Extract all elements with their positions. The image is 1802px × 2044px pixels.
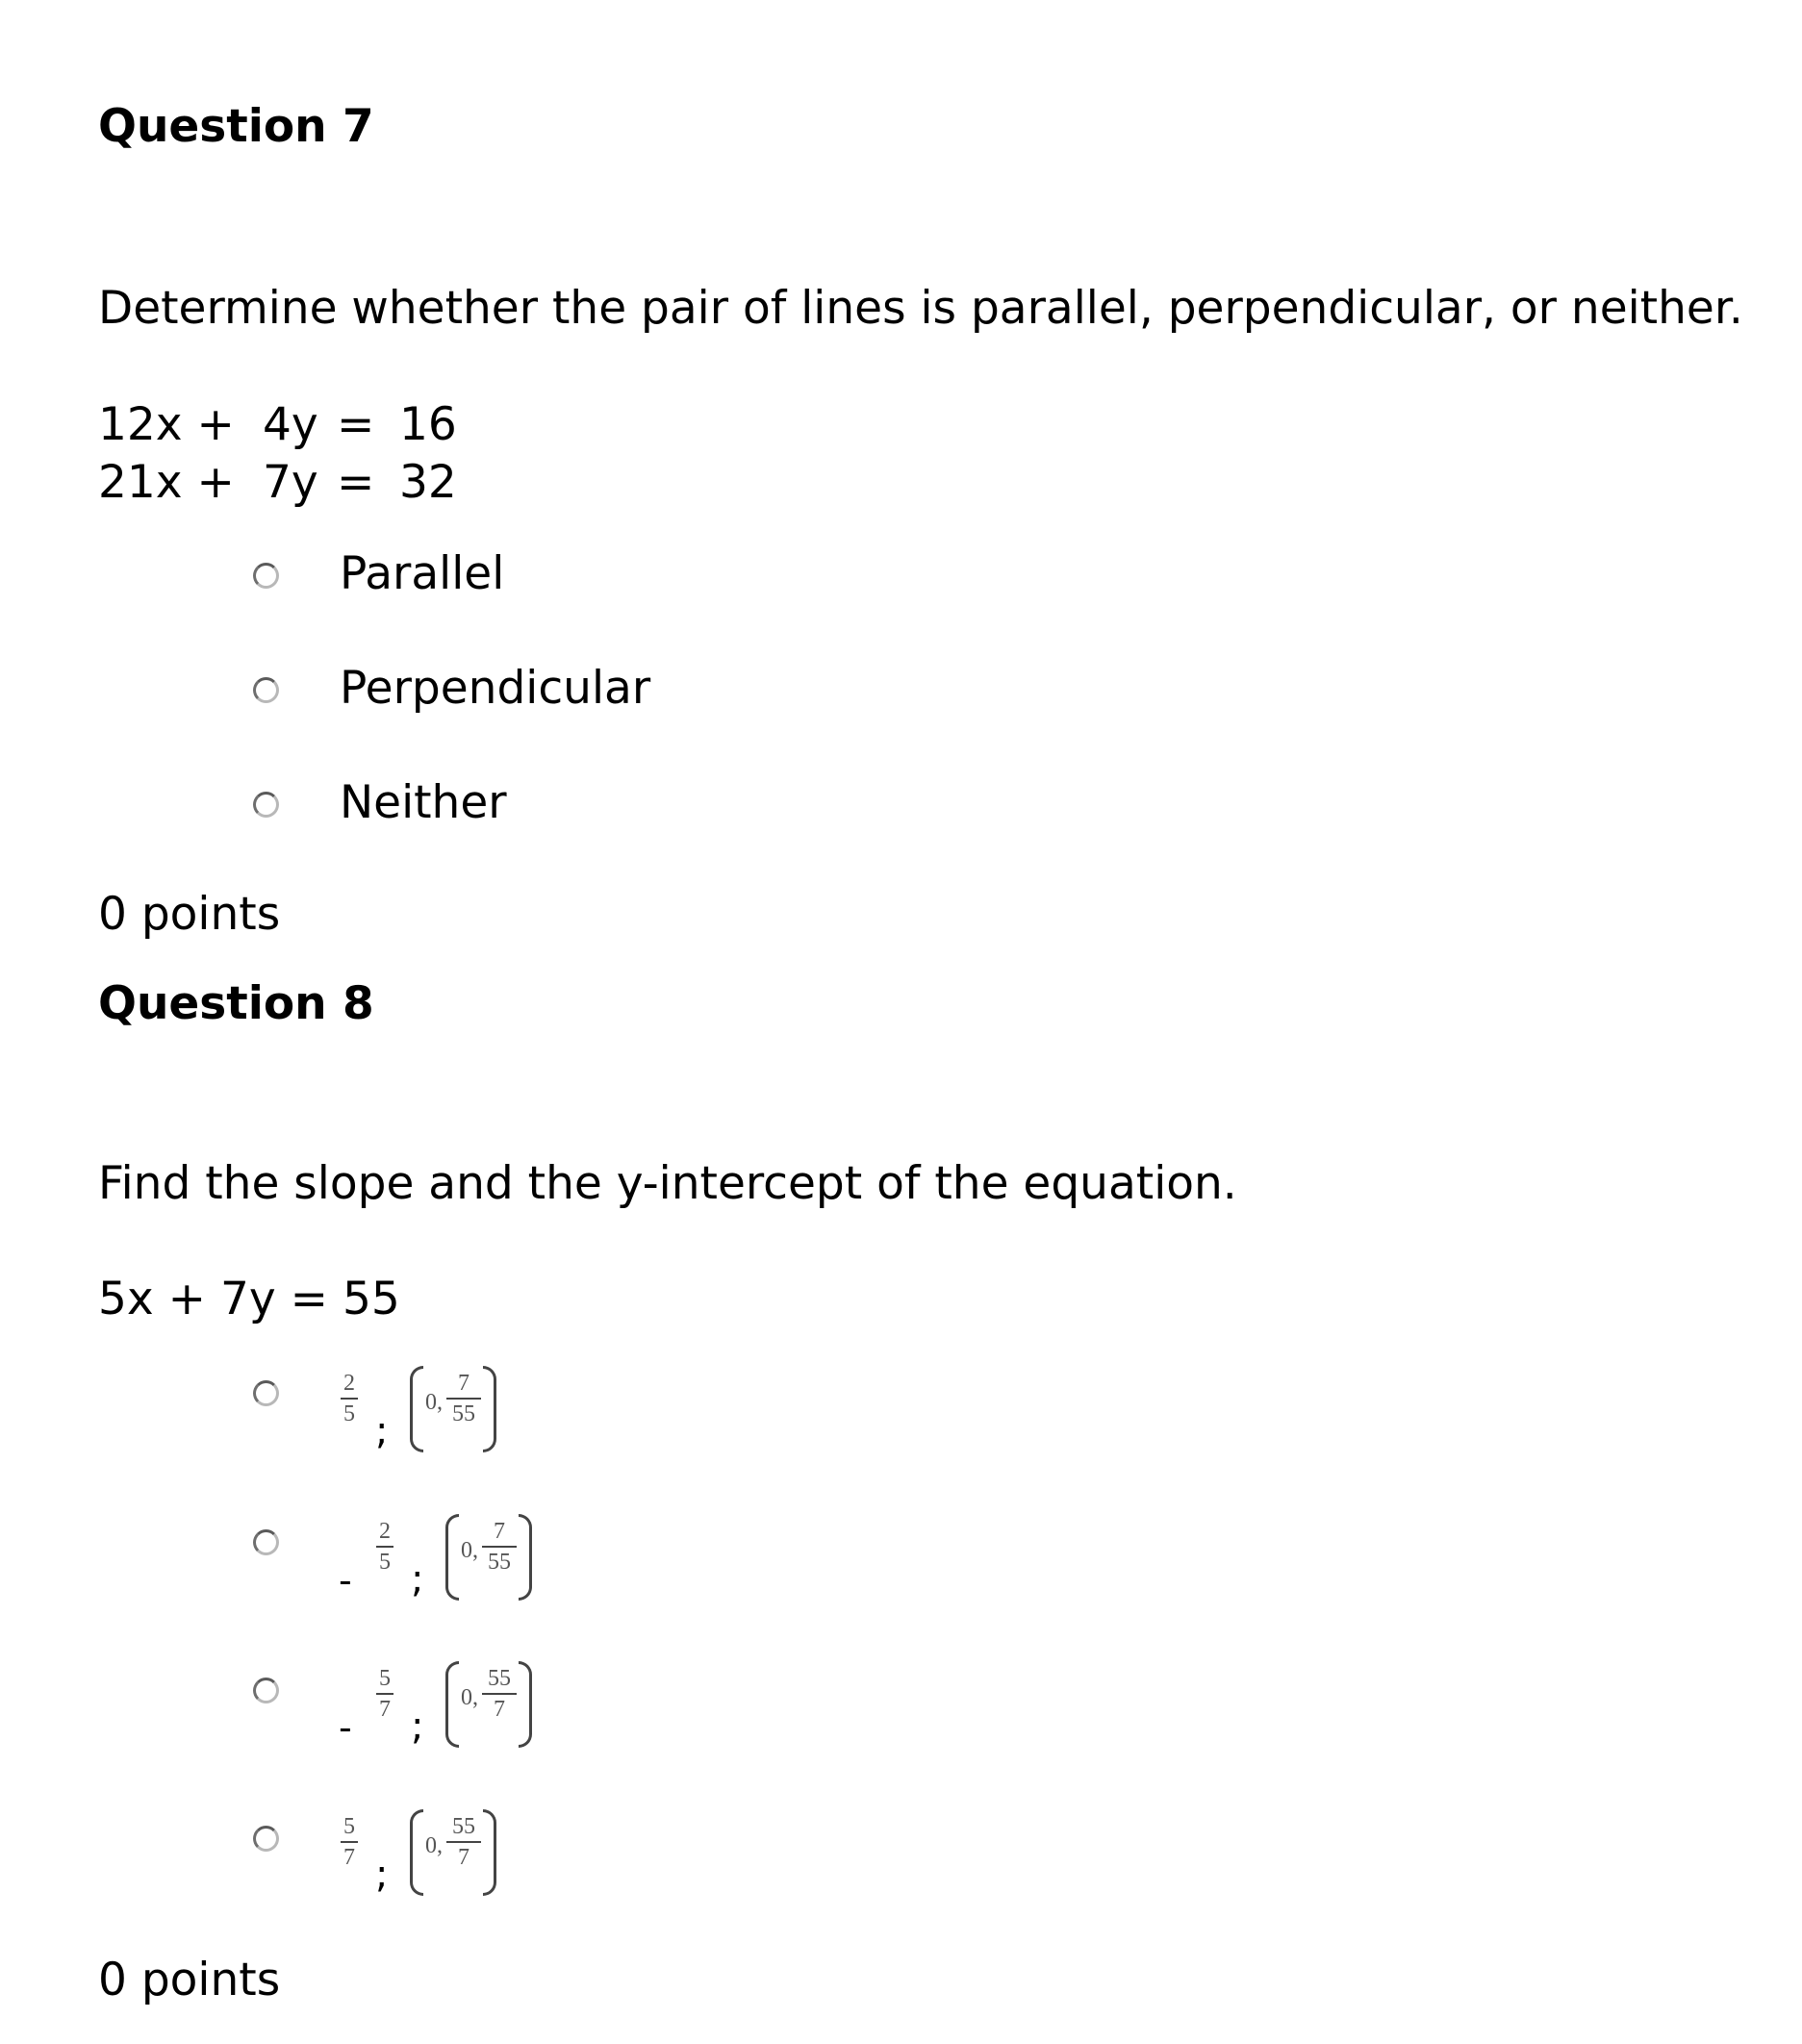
radio-option-d[interactable]: [253, 1826, 279, 1852]
option-label-perpendicular[interactable]: Perpendicular: [340, 662, 651, 715]
equation-constant: 32: [399, 456, 457, 509]
equation-term-y: 4y: [263, 398, 318, 451]
slope-denominator: 7: [379, 1697, 391, 1722]
intercept-denominator: 55: [452, 1401, 475, 1426]
slope-fraction: [374, 1667, 395, 1721]
left-paren: [410, 1809, 423, 1896]
equation-equals: =: [337, 456, 375, 509]
intercept-numerator: 55: [488, 1666, 511, 1691]
left-paren: [445, 1661, 459, 1748]
intercept-x: 0,: [425, 1390, 443, 1415]
question-7-heading: Question 7: [98, 100, 374, 153]
fraction-bar: [482, 1693, 517, 1695]
fraction-bar: [341, 1841, 358, 1843]
right-paren: [519, 1514, 532, 1601]
radio-option-a[interactable]: [253, 1380, 279, 1406]
slope-numerator: 5: [343, 1814, 355, 1839]
fraction-bar: [446, 1841, 481, 1843]
radio-perpendicular[interactable]: [253, 677, 279, 703]
slope-denominator: 5: [343, 1401, 355, 1426]
slope-fraction: [339, 1815, 360, 1869]
fraction-bar: [341, 1398, 358, 1400]
equation-term-x: 12x +: [98, 398, 235, 451]
left-paren: [410, 1366, 423, 1452]
equation-constant: 16: [399, 398, 457, 451]
separator: ;: [411, 1557, 424, 1602]
question-8-prompt: Find the slope and the y-intercept of the equation.: [98, 1157, 1237, 1210]
intercept-numerator: 55: [452, 1814, 475, 1839]
slope-fraction: [374, 1520, 395, 1574]
right-paren: [519, 1661, 532, 1748]
slope-denominator: 5: [379, 1550, 391, 1575]
slope-denominator: 7: [343, 1845, 355, 1870]
question-8-points: 0 points: [98, 1954, 281, 2006]
equation-term-x: 21x +: [98, 456, 235, 509]
intercept-fraction: [482, 1667, 517, 1721]
left-paren: [445, 1514, 459, 1601]
intercept-denominator: 55: [488, 1550, 511, 1575]
equation-term-y: 7y: [263, 456, 318, 509]
minus-sign: -: [339, 1559, 352, 1602]
separator: ;: [375, 1409, 389, 1453]
separator: ;: [375, 1853, 389, 1897]
right-paren: [483, 1809, 496, 1896]
intercept-denominator: 7: [494, 1697, 505, 1722]
fraction-bar: [446, 1398, 481, 1400]
radio-parallel[interactable]: [253, 563, 279, 589]
minus-sign: -: [339, 1706, 352, 1749]
question-7-points: 0 points: [98, 888, 281, 941]
intercept-fraction: [446, 1815, 481, 1869]
intercept-denominator: 7: [458, 1845, 470, 1870]
right-paren: [483, 1366, 496, 1452]
slope-numerator: 2: [379, 1519, 391, 1544]
intercept-fraction: [446, 1372, 481, 1426]
intercept-numerator: 7: [494, 1519, 505, 1544]
intercept-fraction: [482, 1520, 517, 1574]
equation-equals: =: [337, 398, 375, 451]
slope-numerator: 2: [343, 1371, 355, 1396]
fraction-bar: [376, 1546, 393, 1548]
fraction-bar: [482, 1546, 517, 1548]
question-8-heading: Question 8: [98, 977, 374, 1030]
fraction-bar: [376, 1693, 393, 1695]
option-label-parallel[interactable]: Parallel: [340, 547, 505, 600]
radio-option-b[interactable]: [253, 1529, 279, 1555]
option-label-neither[interactable]: Neither: [340, 776, 507, 829]
radio-neither[interactable]: [253, 792, 279, 818]
question-7-prompt: Determine whether the pair of lines is parallel, perpendicular, or neither.: [98, 282, 1743, 335]
radio-option-c[interactable]: [253, 1678, 279, 1703]
intercept-x: 0,: [461, 1538, 478, 1563]
question-8-equation: 5x + 7y = 55: [98, 1273, 400, 1325]
intercept-x: 0,: [425, 1833, 443, 1858]
slope-fraction: [339, 1372, 360, 1426]
separator: ;: [411, 1704, 424, 1749]
intercept-numerator: 7: [458, 1371, 470, 1396]
intercept-x: 0,: [461, 1685, 478, 1710]
slope-numerator: 5: [379, 1666, 391, 1691]
